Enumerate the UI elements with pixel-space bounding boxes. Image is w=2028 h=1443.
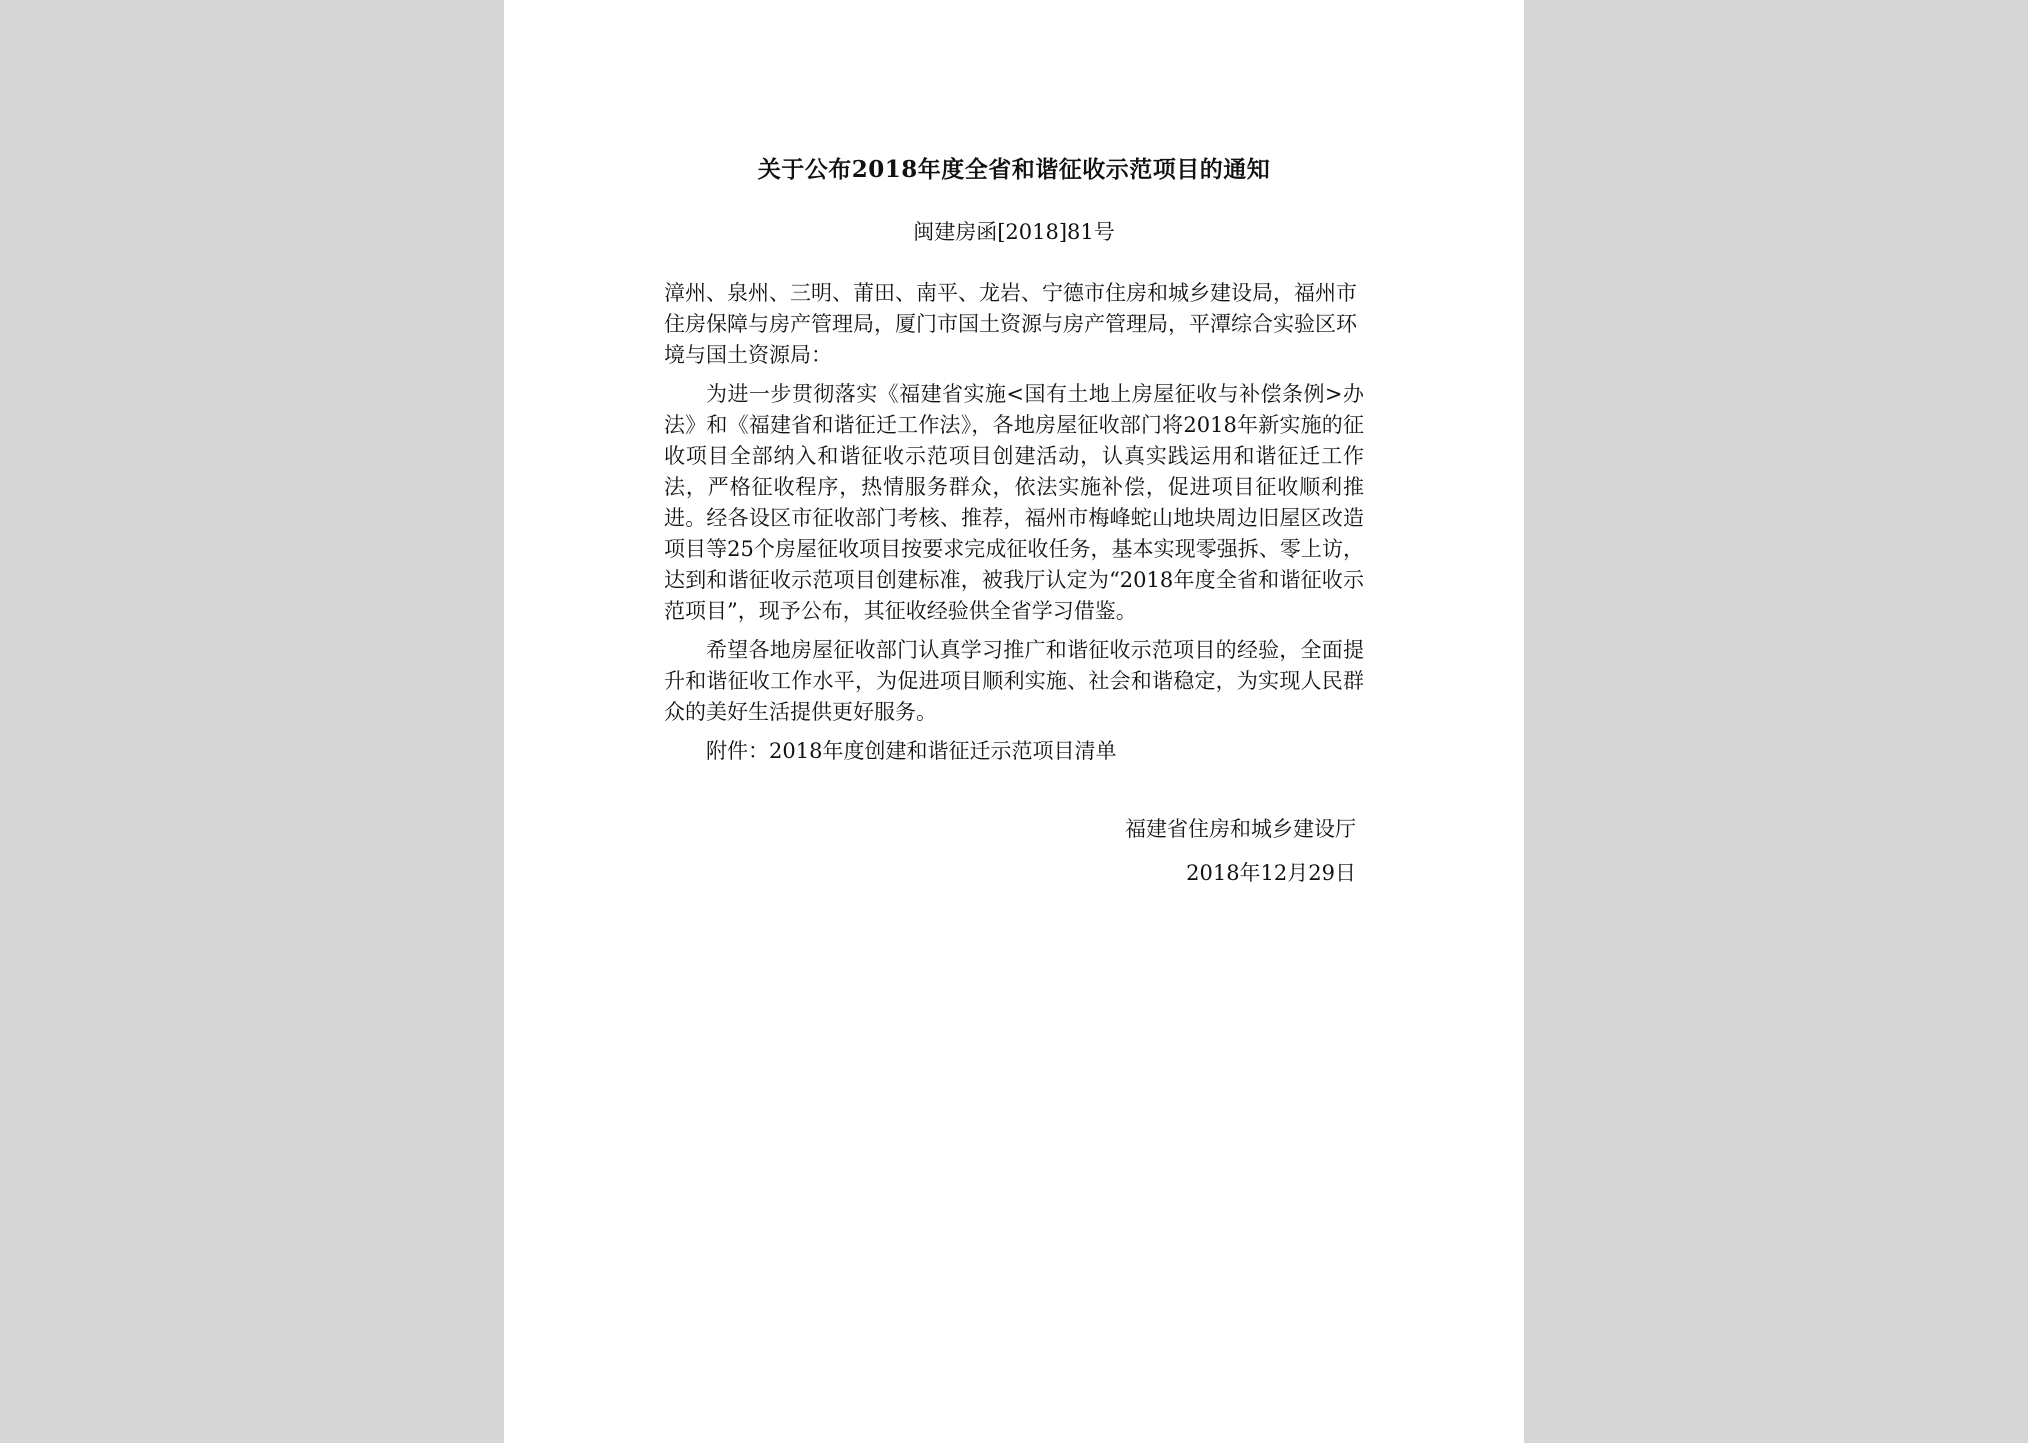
document-content xyxy=(664,152,1364,895)
document-number: 闽建房函[2018]81号 xyxy=(913,220,1115,244)
addressees: 漳州、泉州、三明、莆田、南平、龙岩、宁德市住房和城乡建设局，福州市住房保障与房产管理局，厦门市国土资源与房产管理局，平潭综合实验区环境与国土资源局： xyxy=(664,281,1357,367)
paragraph-1: 为进一步贯彻落实《福建省实施<国有土地上房屋征收与补偿条例>办法》和《福建省和谐征迁工作法》，各地房屋征收部门将2018年新实施的征收项目全部纳入和谐征收示范项目创建活动，认真实践运用和谐征迁工作法，严格征收程序，热情服务群众，依法实施补偿，促进项目征收顺利推进。经各设区市征收部门考核、推荐，福州市梅峰蛇山地块周边旧屋区改造项目等25个房屋征收项目按要求完成征收任务，基本实现零强拆、零上访，达到和谐征收示范项目创建标准，被我厅认定为“2018年度全省和谐征收示范项目”，现予公布，其征收经验供全省学习借鉴。 xyxy=(664,382,1364,623)
signature-block xyxy=(664,807,1364,895)
signer-name: 福建省住房和城乡建设厅 xyxy=(1125,817,1356,841)
signing-date: 2018年12月29日 xyxy=(1186,861,1356,885)
document-page xyxy=(504,0,1524,1443)
paragraph-2: 希望各地房屋征收部门认真学习推广和谐征收示范项目的经验，全面提升和谐征收工作水平，为促进项目顺利实施、社会和谐稳定，为实现人民群众的美好生活提供更好服务。 xyxy=(664,638,1364,724)
document-body xyxy=(664,278,1364,767)
document-title: 关于公布2018年度全省和谐征收示范项目的通知 xyxy=(757,156,1271,183)
attachment-line: 附件：2018年度创建和谐征迁示范项目清单 xyxy=(706,739,1117,763)
